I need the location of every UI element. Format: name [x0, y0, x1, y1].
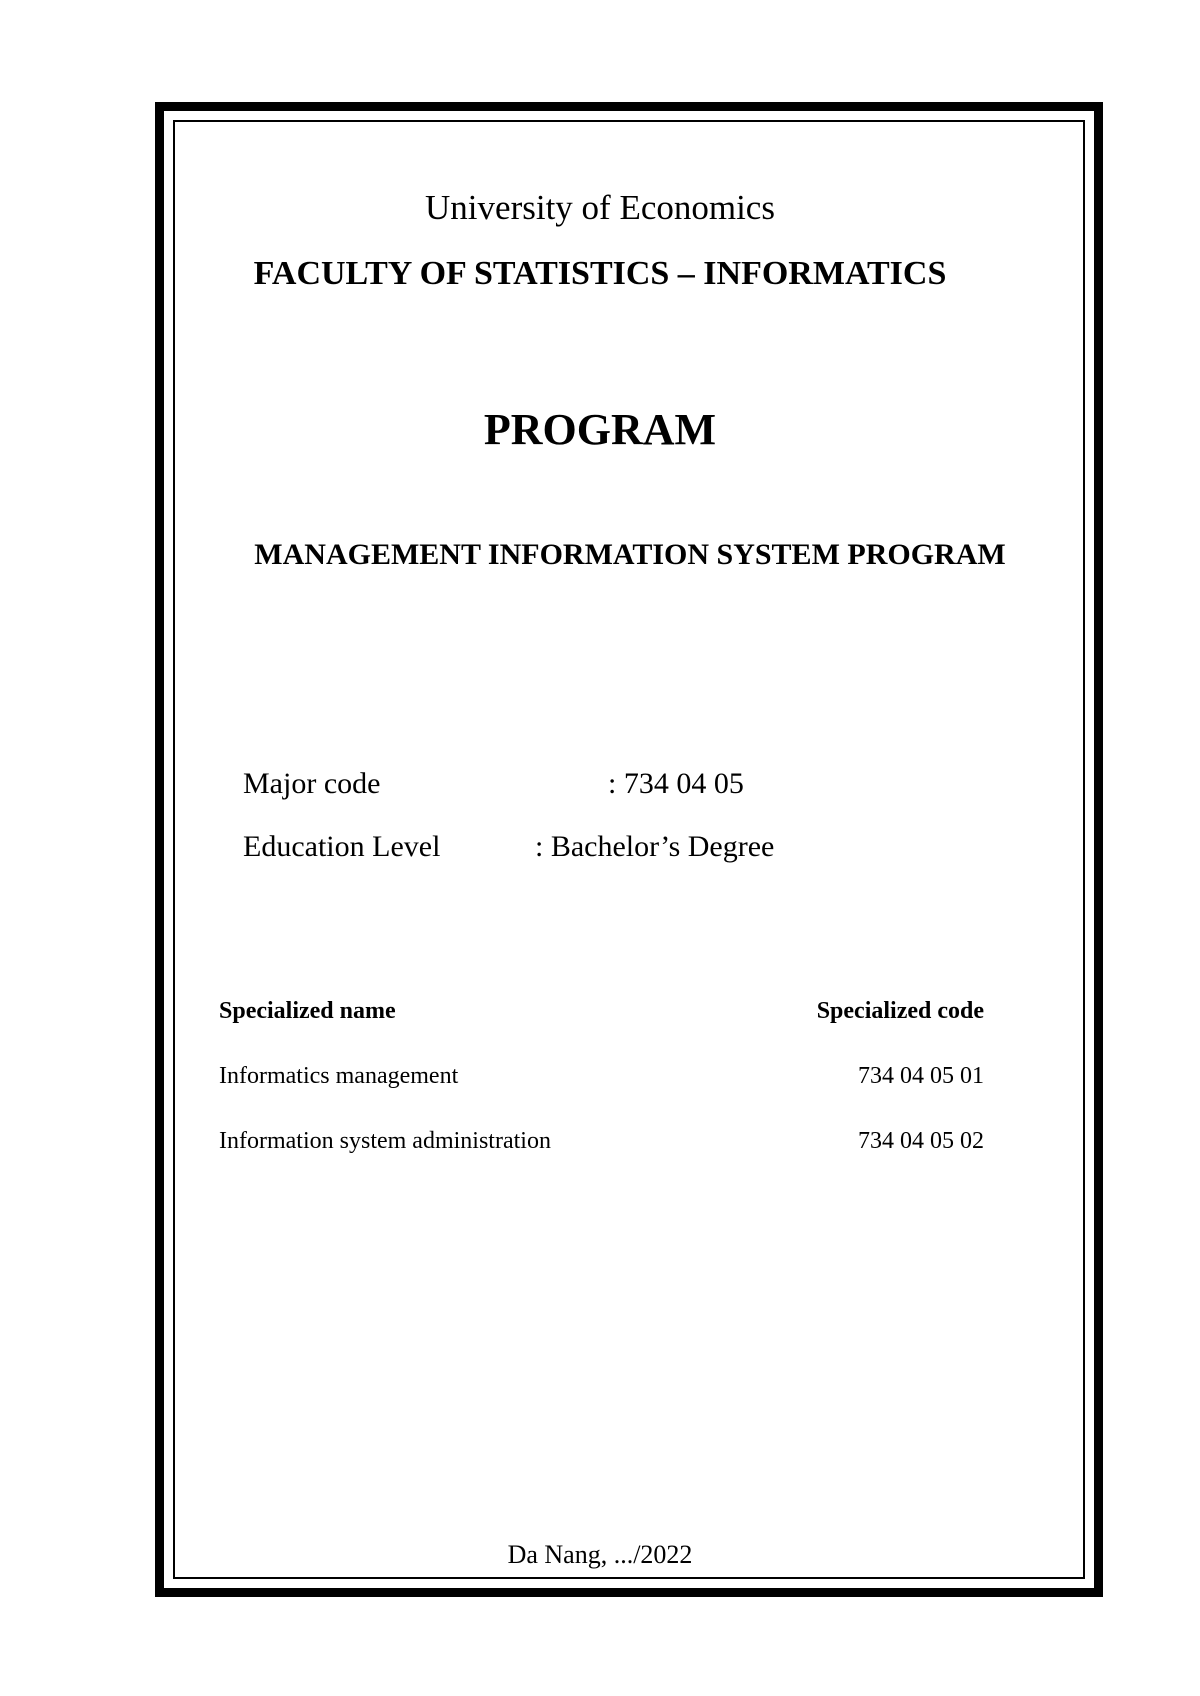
education-level-label: Education Level — [243, 830, 441, 863]
table-row-name: Informatics management — [219, 1063, 459, 1089]
column-header-name: Specialized name — [219, 998, 396, 1024]
table-row-code: 734 04 05 01 — [858, 1063, 984, 1089]
document-title: PROGRAM — [483, 405, 717, 454]
faculty-name: FACULTY OF STATISTICS – INFORMATICS — [253, 255, 947, 292]
education-level-value: : Bachelor’s Degree — [535, 830, 775, 863]
place-date: Da Nang, .../2022 — [507, 1540, 693, 1569]
major-code-value: : 734 04 05 — [608, 767, 744, 800]
table-row-name: Information system administration — [219, 1128, 551, 1154]
program-name: MANAGEMENT INFORMATION SYSTEM PROGRAM — [254, 538, 1006, 571]
university-name: University of Economics — [425, 188, 775, 227]
table-row-code: 734 04 05 02 — [858, 1128, 984, 1154]
column-header-code: Specialized code — [816, 998, 984, 1024]
major-code-label: Major code — [243, 767, 381, 800]
